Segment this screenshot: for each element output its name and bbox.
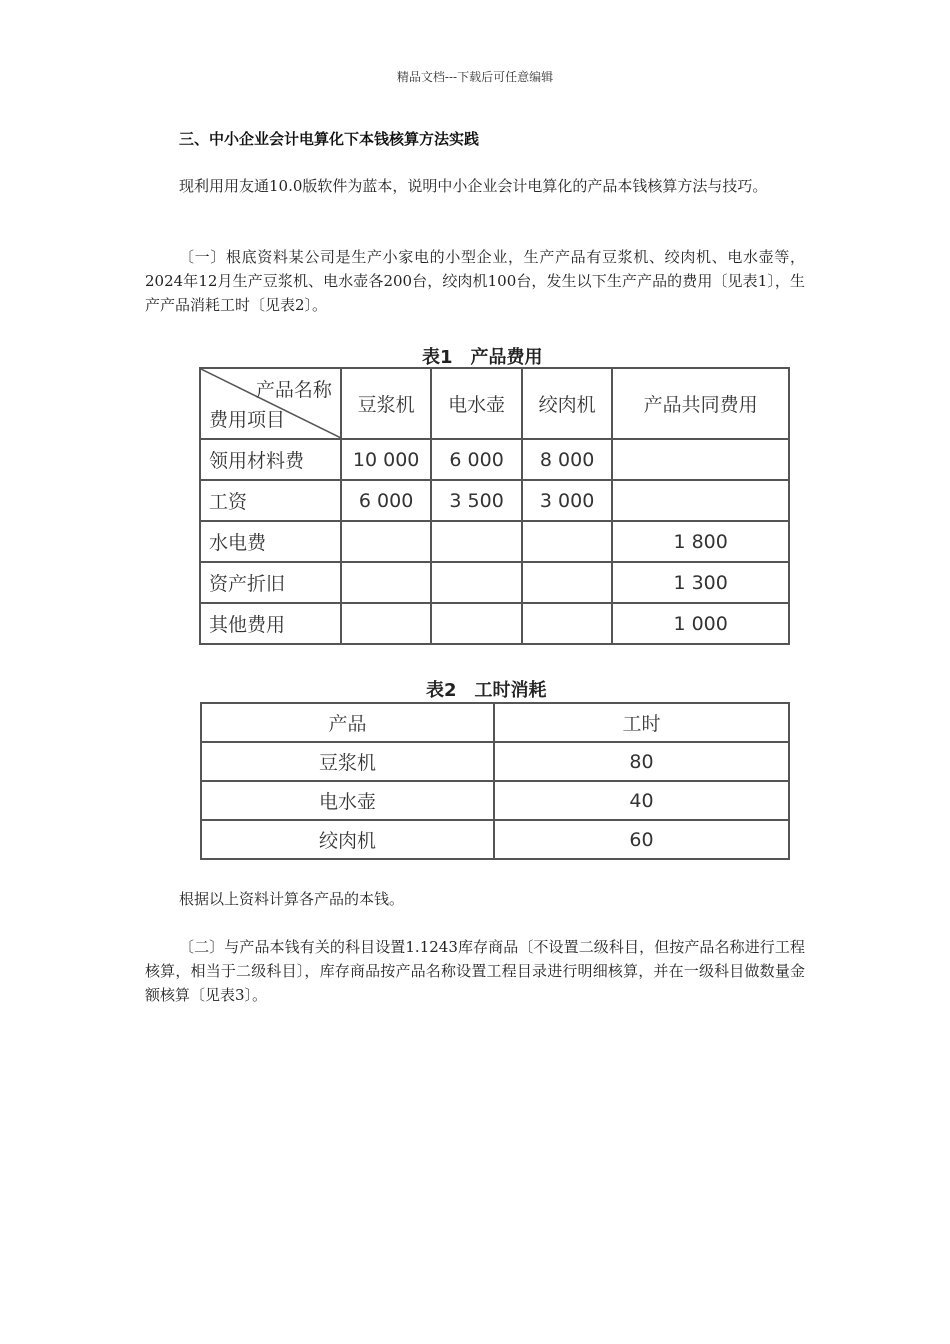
row-label: 工资 bbox=[200, 480, 341, 521]
table-row bbox=[200, 480, 789, 521]
table-cell bbox=[341, 521, 431, 562]
page-header: 精品文档---下载后可任意编辑 bbox=[396, 70, 554, 84]
column-header: 绞肉机 bbox=[522, 368, 612, 439]
table-cell bbox=[522, 521, 612, 562]
paragraph-basic-data: 〔一〕根底资料某公司是生产小家电的小型企业，生产产品有豆浆机、绞肉机、电水壶等，2024年12月生产豆浆机、电水壶各200台，绞肉机100台，发生以下生产产品的费用〔见表1〕，生产产品消耗工时〔见表2〕。 bbox=[145, 248, 805, 314]
table-cell: 3 000 bbox=[522, 480, 612, 521]
table-cell: 电水壶 bbox=[201, 781, 494, 820]
table-cell bbox=[612, 439, 789, 480]
table-cell: 8 000 bbox=[522, 439, 612, 480]
section-heading: 三、中小企业会计电算化下本钱核算方法实践 bbox=[179, 130, 480, 148]
column-header: 产品 bbox=[201, 703, 494, 742]
table2-title: 表2 工时消耗 bbox=[426, 680, 547, 701]
table-cell bbox=[341, 562, 431, 603]
table-row bbox=[200, 439, 789, 480]
table-row bbox=[201, 820, 789, 859]
labor-hours-table bbox=[200, 702, 790, 860]
table-cell bbox=[522, 562, 612, 603]
table-cell bbox=[431, 562, 521, 603]
diagonal-header-cell bbox=[200, 368, 341, 439]
table-cell: 1 300 bbox=[612, 562, 789, 603]
table-row bbox=[201, 742, 789, 781]
column-header: 豆浆机 bbox=[341, 368, 431, 439]
table-row bbox=[201, 781, 789, 820]
corner-label-cost-item: 费用项目 bbox=[209, 409, 286, 431]
table-cell bbox=[522, 603, 612, 644]
table-cell: 80 bbox=[494, 742, 789, 781]
column-header: 产品共同费用 bbox=[612, 368, 789, 439]
row-label: 领用材料费 bbox=[200, 439, 341, 480]
table-cell bbox=[431, 521, 521, 562]
row-label: 水电费 bbox=[200, 521, 341, 562]
paragraph-intro: 现利用用友通10.0版软件为蓝本，说明中小企业会计电算化的产品本钱核算方法与技巧。 bbox=[179, 177, 768, 195]
table-row bbox=[200, 603, 789, 644]
row-label: 其他费用 bbox=[200, 603, 341, 644]
row-label: 资产折旧 bbox=[200, 562, 341, 603]
table-cell: 3 500 bbox=[431, 480, 521, 521]
table1-title: 表1 产品费用 bbox=[422, 347, 543, 368]
table-cell: 60 bbox=[494, 820, 789, 859]
table-row bbox=[200, 521, 789, 562]
table-header-row bbox=[200, 368, 789, 439]
column-header: 工时 bbox=[494, 703, 789, 742]
table-cell bbox=[341, 603, 431, 644]
table-cell: 6 000 bbox=[341, 480, 431, 521]
paragraph-calculate: 根据以上资料计算各产品的本钱。 bbox=[179, 890, 405, 908]
table-cell: 1 000 bbox=[612, 603, 789, 644]
product-cost-table bbox=[199, 367, 790, 645]
table-cell: 1 800 bbox=[612, 521, 789, 562]
table-row bbox=[200, 562, 789, 603]
table-cell bbox=[612, 480, 789, 521]
table-cell: 豆浆机 bbox=[201, 742, 494, 781]
paragraph-account-setup: 〔二〕与产品本钱有关的科目设置1.1243库存商品〔不设置二级科目，但按产品名称进行工程核算，相当于二级科目〕，库存商品按产品名称设置工程目录进行明细核算，并在一级科目做数量金额核算〔见表3〕。 bbox=[145, 938, 805, 1004]
table-cell: 10 000 bbox=[341, 439, 431, 480]
table-cell: 6 000 bbox=[431, 439, 521, 480]
column-header: 电水壶 bbox=[431, 368, 521, 439]
table-cell: 40 bbox=[494, 781, 789, 820]
corner-label-product-name: 产品名称 bbox=[255, 379, 332, 401]
table-cell: 绞肉机 bbox=[201, 820, 494, 859]
table-cell bbox=[431, 603, 521, 644]
table-header-row bbox=[201, 703, 789, 742]
